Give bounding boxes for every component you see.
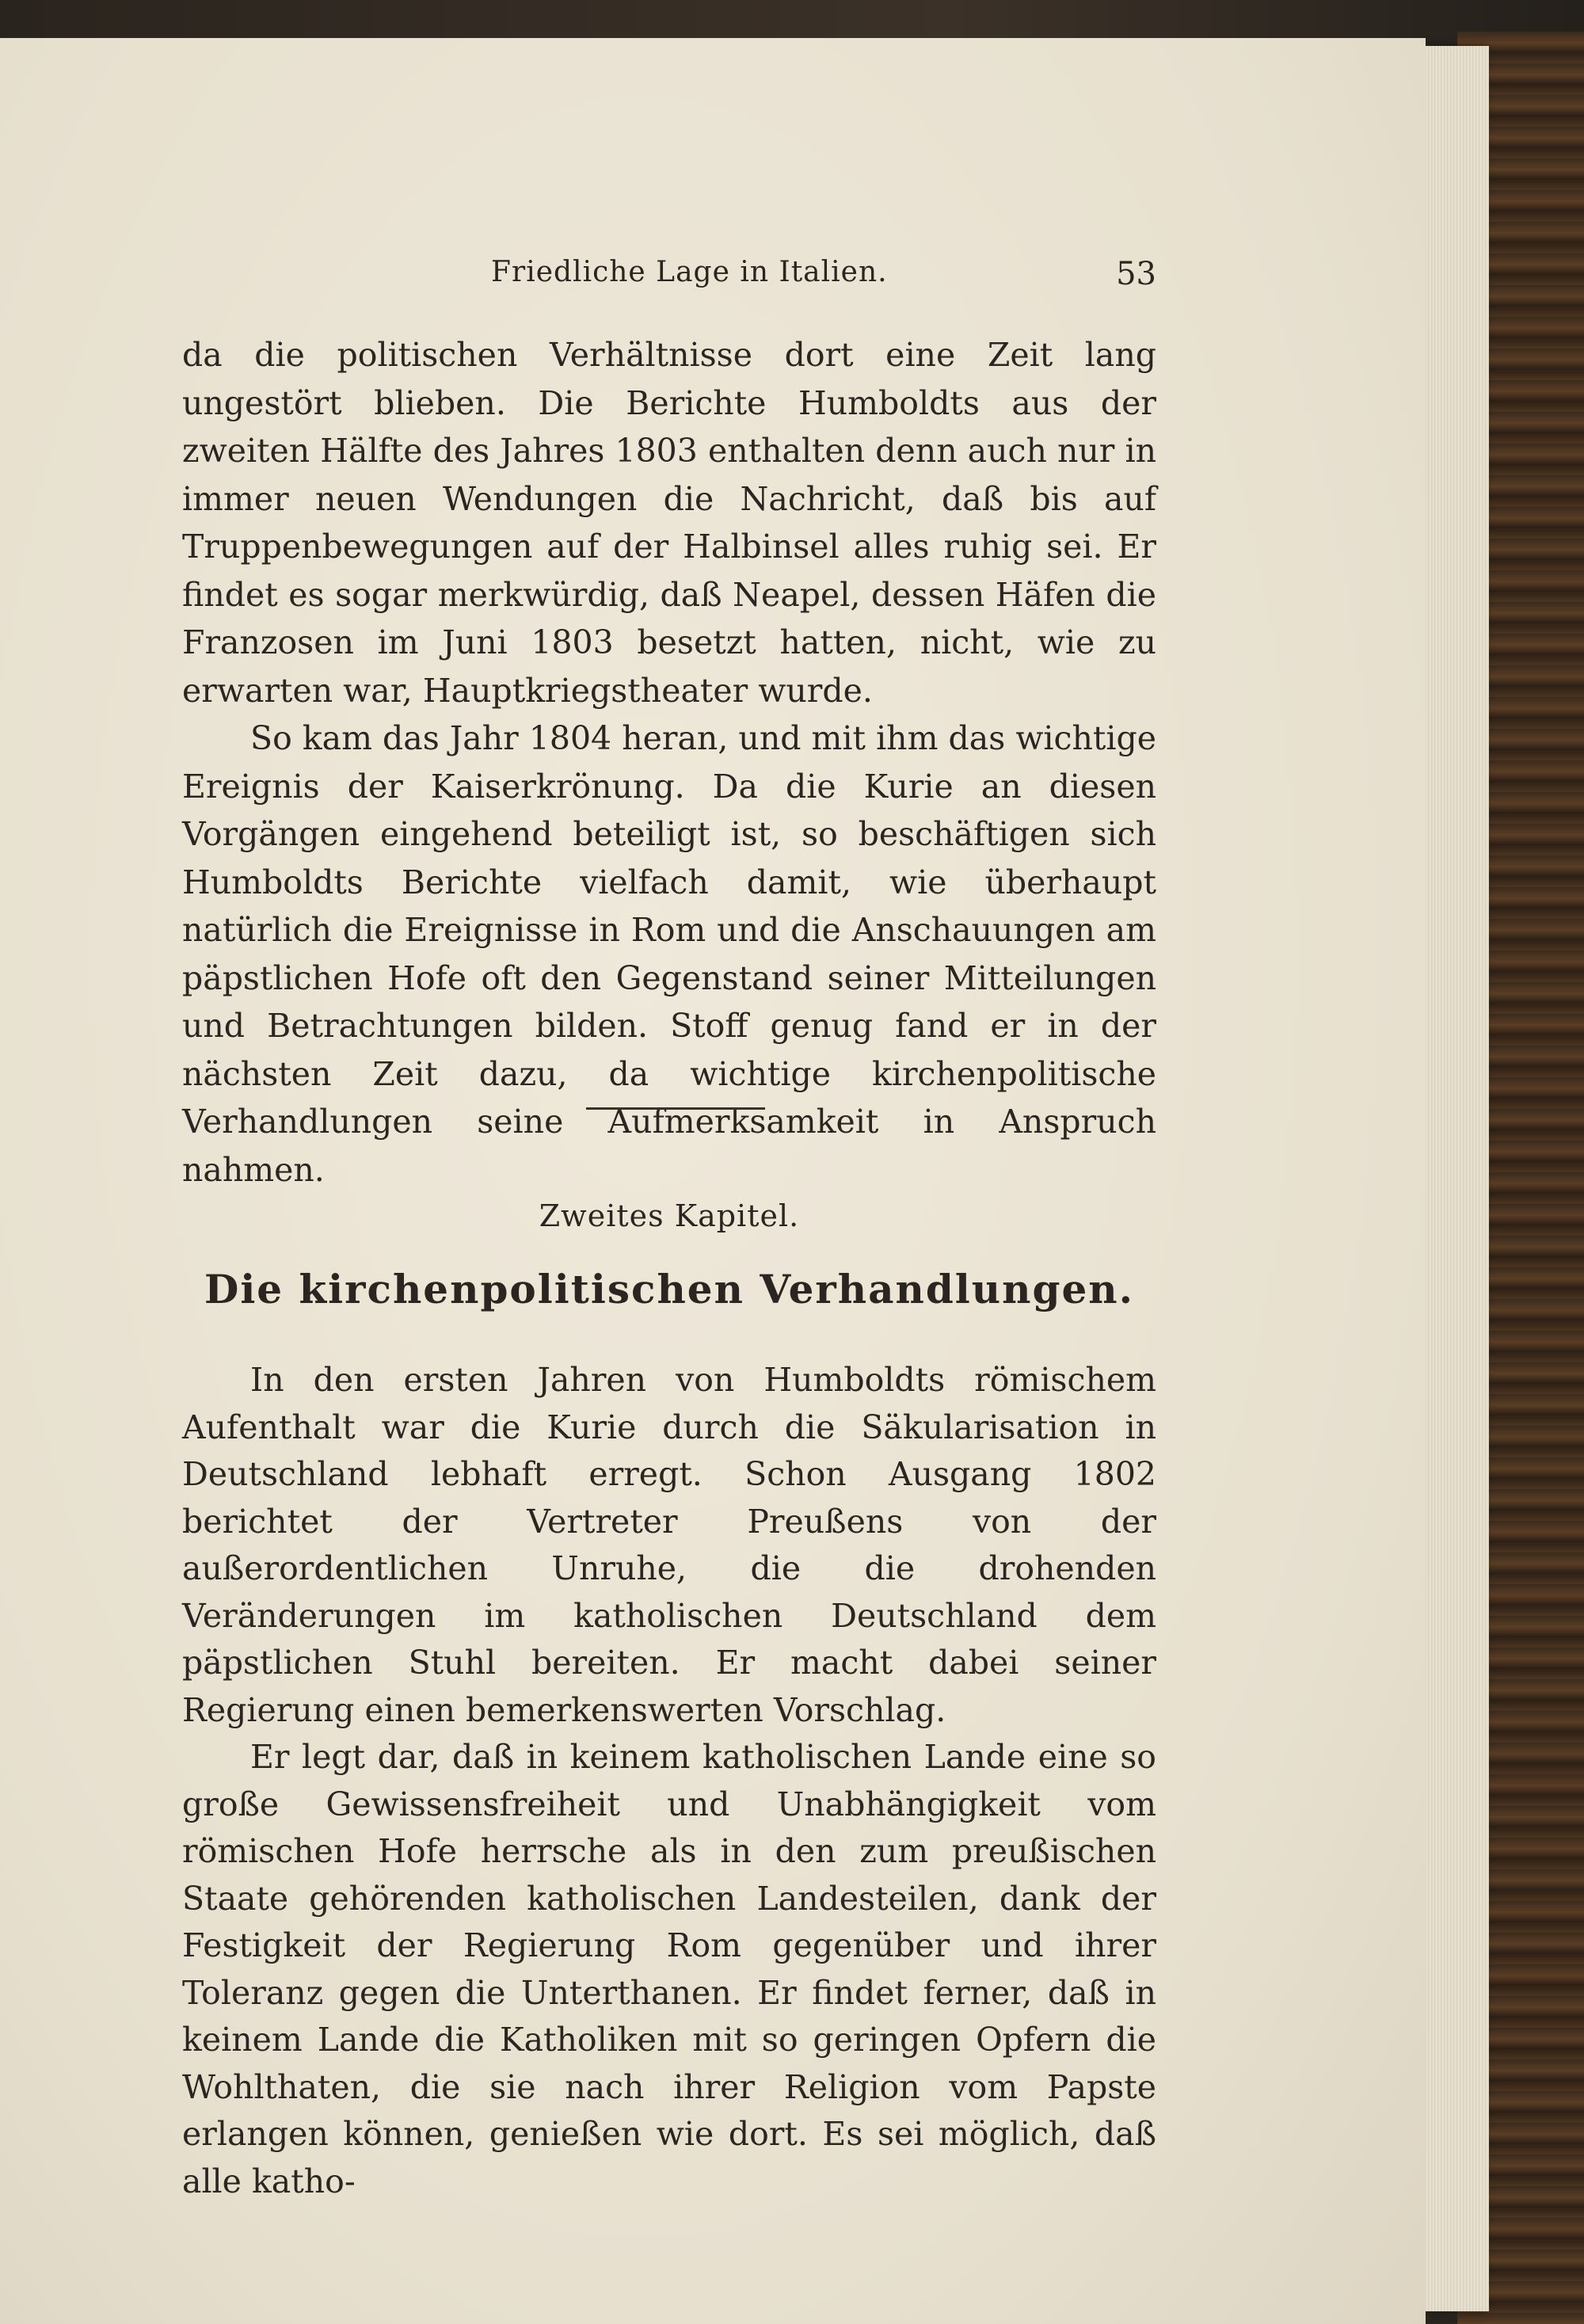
- page-stack-edge: [1418, 46, 1489, 2311]
- chapter-label: Zweites Kapitel.: [539, 1198, 800, 1233]
- paragraph: da die politischen Verhältnisse dort eine Zeit lang ungestört blieben. Die Berichte Humboldts aus der zweiten Hälfte des Jahres 1803 enthalten denn auch nur in immer neuen Wendungen die Nachricht, daß bis auf Truppenbewegungen auf der Halbinsel alles ruhig sei. Er findet es sogar merkwürdig, daß Neapel, dessen Häfen die Franzosen im Juni 1803 besetzt hatten, nicht, wie zu erwarten war, Hauptkriegstheater wurde.: [182, 336, 1156, 710]
- page-number: 53: [1116, 256, 1156, 292]
- paragraph: So kam das Jahr 1804 heran, und mit ihm das wichtige Ereignis der Kaiserkrönung. Da die Kurie an diesen Vorgängen eingehend beteiligt ist, so beschäftigen sich Humboldts Berichte vielfach damit, wie überhaupt natürlich die Ereignisse in Rom und die Anschauungen am päpstlichen Hofe oft den Gegenstand seiner Mitteilungen und Betrachtungen bilden. Stoff genug fand er in der nächsten Zeit dazu, da wichtige kirchenpolitische Verhandlungen seine Aufmerksamkeit in Anspruch nahmen.: [182, 719, 1156, 1189]
- chapter-title: Die kirchenpolitischen Verhandlungen.: [204, 1266, 1135, 1312]
- paragraph: Er legt dar, daß in keinem katholischen Lande eine so große Gewissensfreiheit und Unabhängigkeit vom römischen Hofe herrsche als in den zum preußischen Staate gehörenden katholischen Landesteilen, dank der Festigkeit der Regierung Rom gegenüber und ihrer Toleranz gegen die Unterthanen. Er findet ferner, daß in keinem Lande die Katholiken mit so geringen Opfern die Wohlthaten, die sie nach ihrer Religion vom Papste erlangen können, genießen wie dort. Es sei möglich, daß alle katho-: [182, 1738, 1156, 2200]
- body-text-bottom: [182, 1357, 1156, 2205]
- running-header-title: Friedliche Lage in Italien.: [491, 256, 888, 288]
- book-page: [0, 38, 1426, 2324]
- body-text-top: [182, 331, 1156, 1194]
- section-divider: [586, 1107, 765, 1110]
- running-header: [182, 256, 1156, 303]
- paragraph: In den ersten Jahren von Humboldts römischem Aufenthalt war die Kurie durch die Säkularisation in Deutschland lebhaft erregt. Schon Ausgang 1802 berichtet der Vertreter Preußens von der außerordentlichen Unruhe, die die drohenden Veränderungen im katholischen Deutschland dem päpstlichen Stuhl bereiten. Er macht dabei seiner Regierung einen bemerkenswerten Vorschlag.: [182, 1361, 1156, 1729]
